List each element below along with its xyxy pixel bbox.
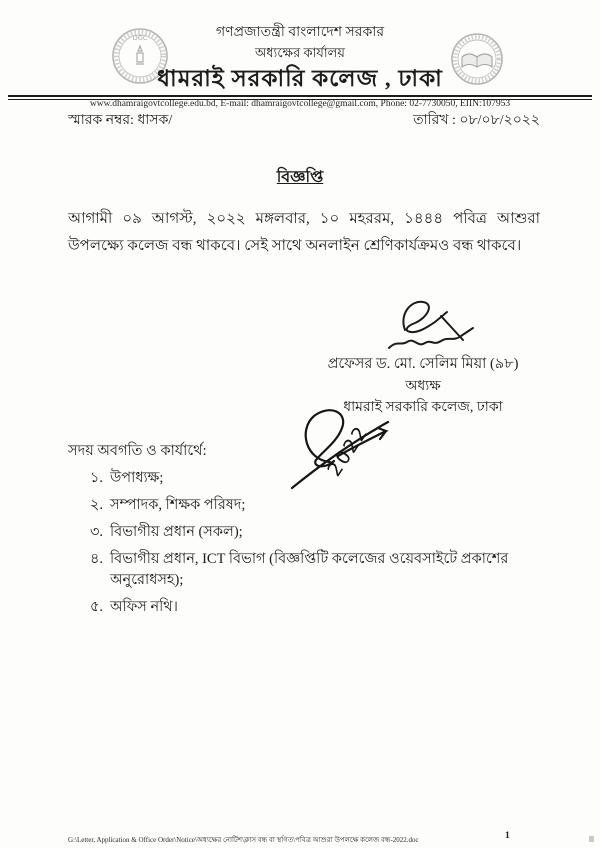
cc-item-number: ১. bbox=[90, 470, 104, 486]
cc-item bbox=[90, 522, 550, 543]
government-line: গণপ্রজাতন্ত্রী বাংলাদেশ সরকার bbox=[215, 25, 385, 40]
cc-item-text: বিভাগীয় প্রধান (সকল); bbox=[110, 524, 243, 541]
college-name: ধামরাই সরকারি কলেজ , ঢাকা bbox=[157, 65, 443, 91]
header-divider bbox=[8, 95, 592, 100]
cc-item-number: ৩. bbox=[90, 524, 104, 541]
office-line: অধ্যক্ষের কার্যালয় bbox=[255, 44, 345, 60]
signatory-institution: ধামরাই সরকারি কলেজ, ঢাকা bbox=[343, 399, 503, 415]
cc-item bbox=[90, 468, 550, 489]
cc-item bbox=[90, 495, 550, 516]
cc-item-text: অফিস নথি। bbox=[110, 599, 178, 616]
notice-title: বিজ্ঞপ্তি bbox=[276, 169, 324, 186]
cc-item-number: ২. bbox=[90, 497, 104, 514]
memo-row bbox=[68, 108, 540, 132]
cc-item-text: উপাধ্যক্ষ; bbox=[110, 470, 164, 486]
notice-body: আগামী ০৯ আগস্ট, ২০২২ মঙ্গলবার, ১০ মহররম, ১৪৪৪ পবিত্র আশুরা উপলক্ষ্যে কলেজ বন্ধ থাকবে। সেই সাথে অনলাইন শ্রেণিকার্যক্রমও বন্ধ থাকবে। bbox=[68, 211, 540, 254]
contact-line: www.dhamraigovtcollege.edu.bd, E-mail: dhamraigovtcollege@gmail.com, Phone: 02-7730050, EIIN:107953 bbox=[89, 98, 511, 109]
cc-heading: সদয় অবগতি ও কার্যার্থে: bbox=[68, 443, 207, 459]
date: তারিখ : ০৮/০৮/২০২২ bbox=[413, 113, 540, 128]
cc-item-text: সম্পাদক, শিক্ষক পরিষদ; bbox=[110, 497, 246, 514]
svg-text:DGC: DGC bbox=[132, 34, 148, 42]
signature-scribble-icon bbox=[353, 296, 493, 356]
scan-artifact bbox=[589, 836, 594, 842]
cc-item bbox=[90, 549, 550, 591]
cc-item-number: ৫. bbox=[90, 599, 104, 616]
signatory-name: প্রফেসর ড. মো. সেলিম মিয়া (৯৮) bbox=[327, 356, 519, 372]
cc-item bbox=[90, 597, 550, 618]
cc-item-number: ৪. bbox=[90, 551, 104, 568]
file-path: G:\Letter, Application & Office Order\Notice\অধ্যক্ষের নোটিশ\ক্লাস বন্ধ বা স্থগিত\পবিত্র আশুরা উপলক্ষে কলেজ বন্ধ-2022.doc bbox=[68, 836, 419, 844]
cc-item-text: বিভাগীয় প্রধান, ICT বিভাগ (বিজ্ঞপ্তিটি কলেজের ওয়েবসাইটে প্রকাশের অনুরোধসহ); bbox=[110, 551, 509, 589]
year-mark: 2022 bbox=[323, 421, 374, 481]
memo-number: স্মারক নম্বর: ধাসক/ bbox=[68, 113, 173, 128]
cc-list bbox=[90, 468, 550, 624]
page-number: 1 bbox=[505, 831, 510, 841]
signatory-designation: অধ্যক্ষ bbox=[405, 378, 441, 394]
